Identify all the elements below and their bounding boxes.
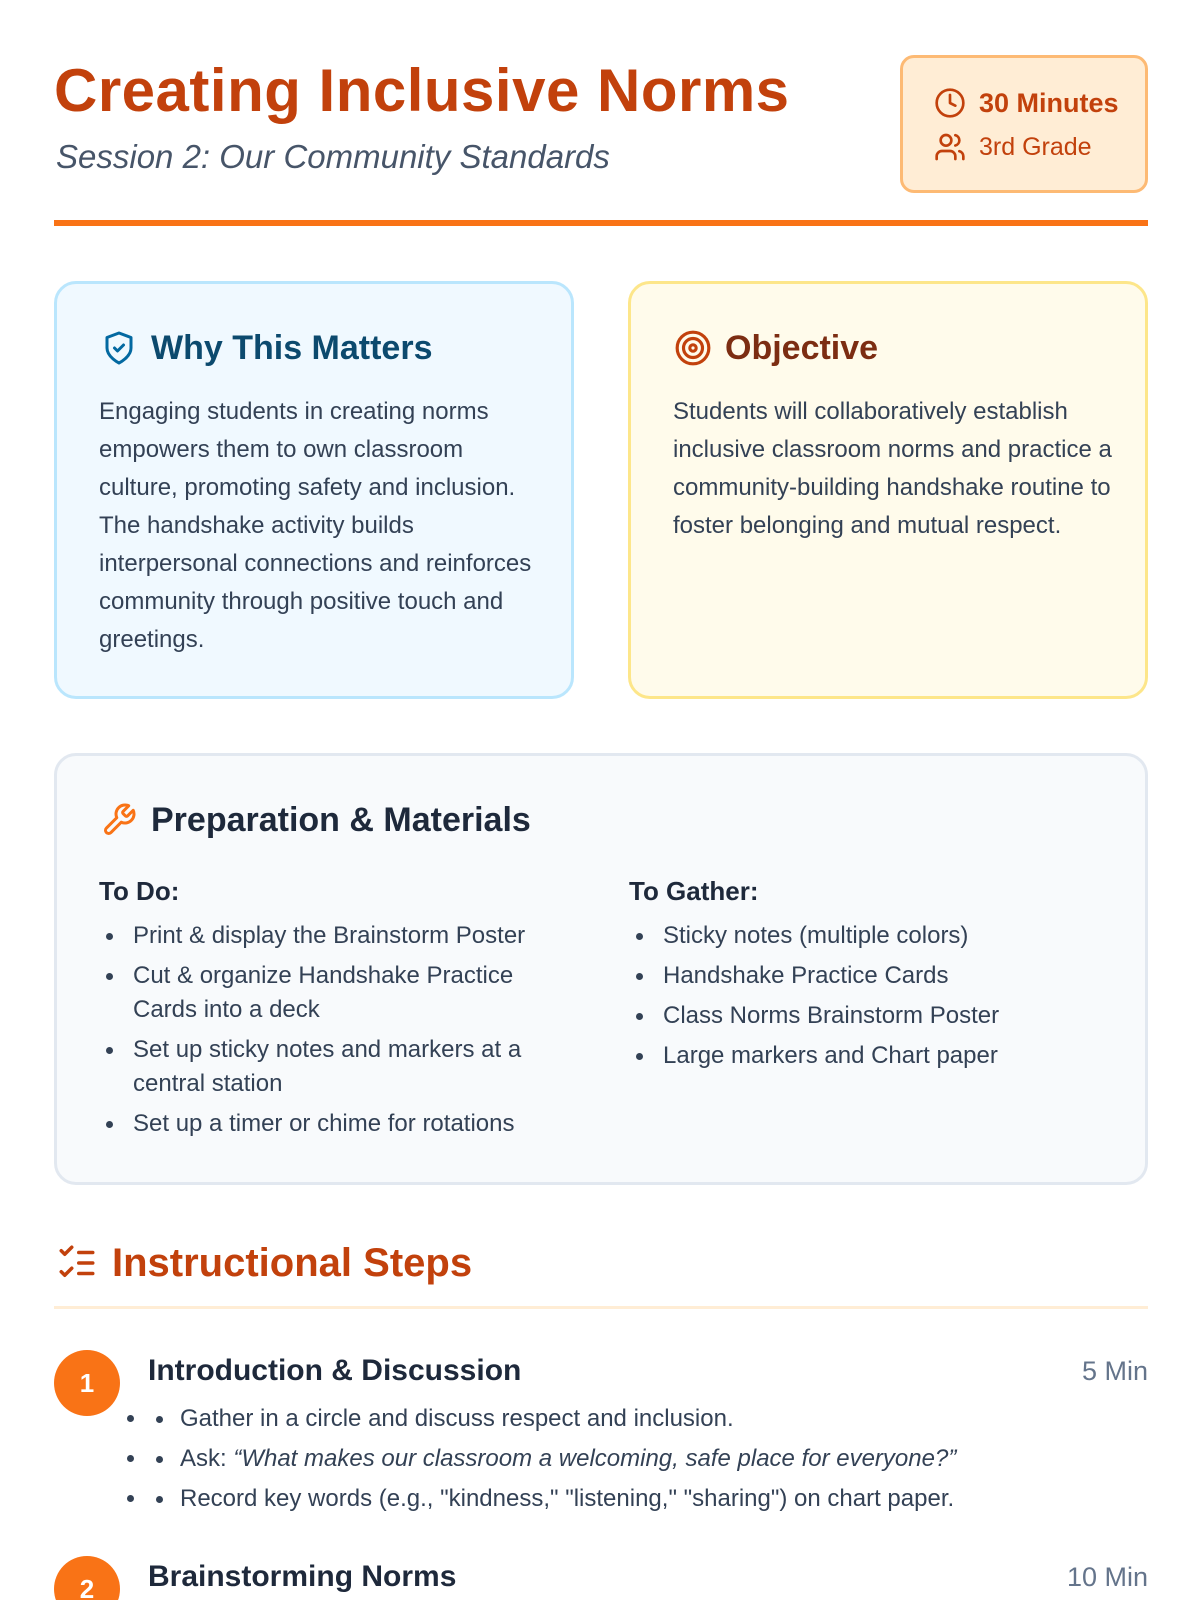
header-divider: [54, 220, 1148, 226]
lesson-header: [54, 52, 1148, 227]
objective-card-title: Objective: [725, 328, 879, 367]
clock-icon: [933, 86, 967, 120]
gather-column: [629, 876, 1099, 1079]
list-item: Set up a timer or chime for rotations: [99, 1107, 569, 1141]
target-icon: [673, 328, 713, 368]
todo-list: [99, 919, 569, 1141]
list-item: Cut & organize Handshake Practice Cards into a deck: [99, 959, 569, 1027]
steps-divider: [54, 1306, 1148, 1309]
duration-row: [933, 86, 1119, 120]
step-number-badge: 1: [54, 1350, 120, 1416]
why-this-matters-card: [54, 281, 574, 699]
step-number-badge: 2: [54, 1556, 120, 1600]
duration-label: 30 Minutes: [979, 87, 1119, 118]
list-item: • Gather in a circle and discuss respect and inclusion.: [148, 1402, 1128, 1436]
preparation-card: [54, 753, 1148, 1185]
step-title: Brainstorming Norms: [148, 1560, 457, 1593]
list-item: [148, 1442, 1128, 1476]
list-item: Handshake Practice Cards: [629, 959, 1099, 993]
list-item: Sticky notes (multiple colors): [629, 919, 1099, 953]
step-duration: 10 Min: [1066, 1562, 1148, 1592]
steps-title: Instructional Steps: [112, 1240, 473, 1285]
grade-row: [933, 130, 1092, 164]
objective-card: [628, 281, 1148, 699]
wrench-icon: [99, 800, 139, 840]
users-icon: [933, 130, 967, 164]
grade-label: 3rd Grade: [979, 132, 1092, 161]
preparation-title: Preparation & Materials: [151, 800, 531, 839]
step-title: Introduction & Discussion: [148, 1354, 522, 1387]
page-title: Creating Inclusive Norms: [54, 57, 790, 124]
list-checks-icon: [54, 1240, 100, 1286]
page-subtitle: Session 2: Our Community Standards: [56, 138, 610, 175]
todo-column: [99, 876, 569, 1147]
list-item: • Record key words (e.g., "kindness," "listening," "sharing") on chart paper.: [148, 1482, 1128, 1516]
gather-heading: To Gather:: [629, 876, 759, 906]
why-card-title: Why This Matters: [151, 328, 433, 367]
objective-card-header: [673, 328, 878, 368]
objective-card-body: Students will collaboratively establish inclusive classroom norms and practice a community-building handshake routine to foster belonging and mutual respect.: [673, 398, 1112, 539]
why-card-header: [99, 328, 432, 368]
list-item: Set up sticky notes and markers at a central station: [99, 1033, 569, 1101]
why-card-body: Engaging students in creating norms empowers them to own classroom culture, promoting safety and inclusion. The handshake activity builds interpersonal connections and reinforces community through positive touch and greetings.: [99, 398, 532, 653]
step-duration: 5 Min: [1081, 1356, 1148, 1386]
todo-heading: To Do:: [99, 876, 180, 906]
list-item: Print & display the Brainstorm Poster: [99, 919, 569, 953]
preparation-header: [99, 800, 531, 840]
list-item: Large markers and Chart paper: [629, 1039, 1099, 1073]
gather-list: [629, 919, 1099, 1073]
ask-label: Ask:: [180, 1445, 234, 1472]
list-item: Class Norms Brainstorm Poster: [629, 999, 1099, 1033]
session-meta-badge: [900, 55, 1148, 193]
shield-check-icon: [99, 328, 139, 368]
steps-header: [54, 1240, 472, 1286]
step-bullets: [148, 1402, 1128, 1522]
discussion-question: “What makes our classroom a welcoming, safe place for everyone?”: [233, 1445, 957, 1472]
